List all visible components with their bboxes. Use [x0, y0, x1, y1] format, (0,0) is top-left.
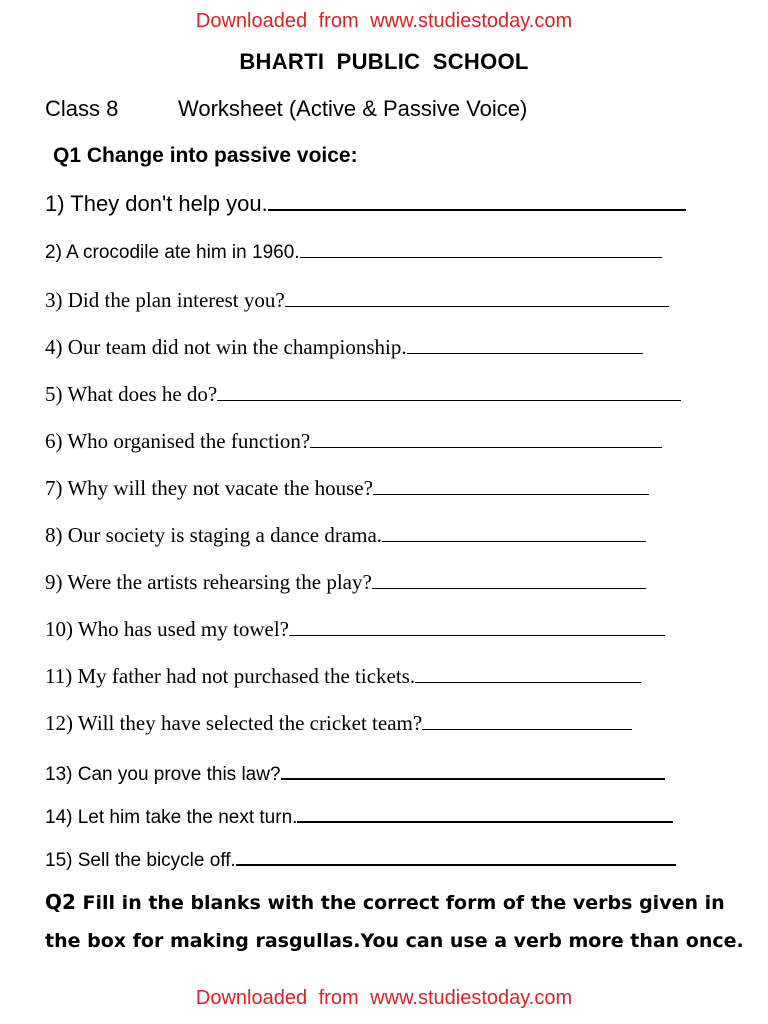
question-text: 9) Were the artists rehearsing the play?: [45, 570, 372, 594]
answer-blank: [217, 384, 681, 401]
list-item: [45, 476, 649, 501]
answer-blank: [285, 290, 669, 307]
q2-text: Fill in the blanks with the correct form of the verbs given in the box for making rasgullas.You can use a verb more than once.: [45, 892, 744, 952]
answer-blank: [300, 241, 662, 258]
question-text: 4) Our team did not win the championship.: [45, 335, 407, 359]
answer-blank: [289, 619, 665, 636]
list-item: [45, 711, 632, 736]
source-line-bottom: Downloaded from www.studiestoday.com: [195, 987, 573, 1009]
school-name: BHARTI PUBLIC SCHOOL: [239, 49, 529, 74]
q1-heading: Q1 Change into passive voice:: [53, 144, 358, 167]
question-text: 1) They don't help you.: [45, 191, 268, 216]
answer-blank: [268, 191, 686, 211]
question-text: 2) A crocodile ate him in 1960.: [45, 242, 300, 263]
list-item: [45, 803, 673, 829]
list-item: [45, 191, 686, 217]
list-item: [45, 335, 643, 360]
source-line-top: Downloaded from www.studiestoday.com: [195, 10, 573, 32]
list-item: [45, 241, 662, 264]
answer-blank: [422, 713, 632, 730]
worksheet-title: Worksheet (Active & Passive Voice): [178, 96, 528, 121]
list-item: [45, 429, 662, 454]
list-item: [45, 617, 665, 642]
answer-blank: [372, 572, 646, 589]
question-text: 3) Did the plan interest you?: [45, 288, 285, 312]
question-text: 15) Sell the bicycle off.: [45, 850, 236, 871]
list-item: [45, 664, 641, 689]
answer-blank: [310, 431, 662, 448]
list-item: [45, 288, 669, 313]
question-text: 10) Who has used my towel?: [45, 617, 289, 641]
list-item: [45, 760, 665, 786]
question-text: 13) Can you prove this law?: [45, 764, 281, 785]
answer-blank: [382, 525, 646, 542]
answer-blank: [373, 478, 649, 495]
q2-label: Q2: [45, 890, 76, 914]
question-text: 7) Why will they not vacate the house?: [45, 476, 373, 500]
question-text: 8) Our society is staging a dance drama.: [45, 523, 383, 547]
answer-blank: [415, 666, 641, 683]
list-item: [45, 382, 681, 407]
class-label: Class 8: [45, 96, 119, 121]
question-text: 11) My father had not purchased the tickets.: [45, 664, 416, 688]
list-item: [45, 570, 646, 595]
answer-blank: [407, 337, 643, 354]
question-text: 6) Who organised the function?: [45, 429, 311, 453]
list-item: [45, 846, 676, 872]
question-text: 14) Let him take the next turn.: [45, 807, 298, 828]
answer-blank: [297, 803, 673, 823]
question-text: 5) What does he do?: [45, 382, 218, 406]
list-item: [45, 523, 646, 548]
q2-instructions: [45, 883, 745, 960]
answer-blank: [281, 760, 665, 780]
answer-blank: [236, 846, 676, 866]
question-text: 12) Will they have selected the cricket team?: [45, 711, 423, 735]
